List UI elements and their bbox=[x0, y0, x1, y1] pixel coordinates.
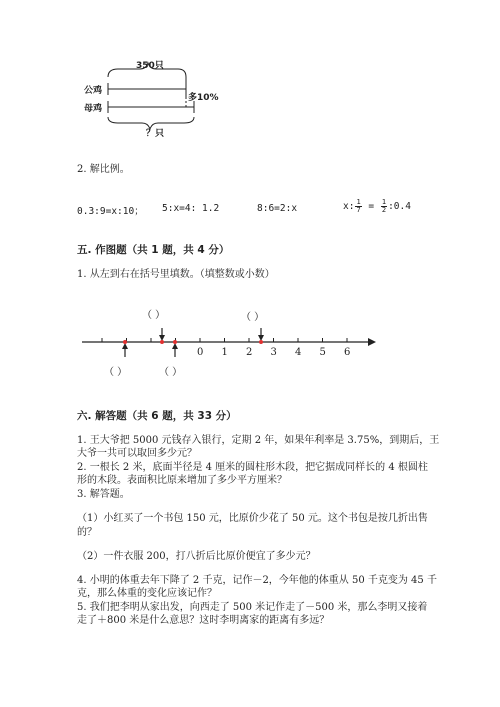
number-line bbox=[78, 320, 383, 365]
point-b bbox=[160, 340, 164, 344]
eq4-mid: = bbox=[362, 201, 380, 212]
s6-q3-1: （1）小红买了一个书包 150 元，比原价少花了 50 元。这个书包是按几折出售 bbox=[77, 513, 428, 524]
paren-top-1: （ ） bbox=[142, 310, 166, 321]
s6-q2-line2: 形的木段。表面积比原来增加了多少平方厘米？ bbox=[77, 475, 287, 486]
question-label: ？只 bbox=[146, 129, 165, 139]
section6-heading: 六. 解答题（共 6 题，共 33 分） bbox=[77, 410, 237, 422]
tick-marks bbox=[102, 338, 347, 342]
s6-q5-line1: 5. 我们把李明从家出发，向西走了 500 米记作走了－500 米，那么李明又接着 bbox=[77, 602, 428, 613]
tick-label: 5 bbox=[319, 347, 326, 358]
tick-label: 1 bbox=[221, 347, 228, 358]
eq2: 5:x=4: 1.2 bbox=[162, 203, 220, 214]
eq4 bbox=[343, 199, 411, 214]
fraction-1-2: $\frac{1}{2}$ bbox=[381, 198, 387, 214]
gongji-label: 公鸡 bbox=[84, 86, 103, 96]
more-label: 多10% bbox=[188, 93, 219, 103]
s6-q5-line2: 走了＋800 米是什么意思？这时李明离家的距离有多远？ bbox=[77, 615, 330, 626]
s6-q4-line2: 克，那么体重的变化应该记作？ bbox=[77, 588, 217, 599]
axis-arrowhead bbox=[368, 338, 376, 346]
tick-label: 6 bbox=[344, 347, 351, 358]
s6-q4-line1: 4. 小明的体重去年下降了 2 千克，记作－2，今年他的体重从 50 千克变为 45 千 bbox=[77, 575, 437, 586]
total-label: 350只 bbox=[136, 61, 164, 71]
s6-q3: 3. 解答题。 bbox=[77, 489, 130, 500]
point-d bbox=[259, 340, 263, 344]
muji-label: 母鸡 bbox=[84, 104, 103, 114]
tick-label: 0 bbox=[197, 347, 204, 358]
section5-heading: 五. 作图题（共 1 题，共 4 分） bbox=[77, 244, 230, 256]
paren-top-2: （ ） bbox=[241, 312, 265, 323]
tick-label: 4 bbox=[295, 347, 302, 358]
eq1: 0.3:9=x:10； bbox=[77, 206, 144, 217]
tick-label: 2 bbox=[246, 347, 253, 358]
s6-q2-line1: 2. 一根长 2 米，底面半径是 4 厘米的圆柱形木段，把它据成同样长的 4 根圆柱 bbox=[77, 462, 428, 473]
s6-q3-1b: 的？ bbox=[77, 527, 97, 538]
fraction-1-7: $\frac{1}{7}$ bbox=[356, 198, 361, 214]
tick-label: 3 bbox=[270, 347, 277, 358]
point-c bbox=[173, 340, 177, 344]
section5-q1: 1. 从左到右在括号里填数。（填整数或小数） bbox=[77, 269, 275, 280]
paren-bottom-1: （ ） bbox=[104, 367, 128, 378]
eq3: 8:6=2:x bbox=[257, 203, 298, 214]
eq4-tail: :0.4 bbox=[388, 201, 411, 212]
s6-q3-2: （2）一件衣服 200，打八折后比原价便宜了多少元？ bbox=[77, 551, 316, 562]
s6-q1-line2: 大爷一共可以取回多少元？ bbox=[77, 448, 197, 459]
q2-title: 2. 解比例。 bbox=[77, 164, 130, 175]
point-a bbox=[123, 340, 127, 344]
s6-q1-line1: 1. 王大爷把 5000 元钱存入银行，定期 2 年，如果年利率是 3.75%，到期后，王 bbox=[77, 435, 440, 446]
paren-bottom-2: （ ） bbox=[159, 367, 183, 378]
eq4-lead: x: bbox=[343, 201, 355, 212]
